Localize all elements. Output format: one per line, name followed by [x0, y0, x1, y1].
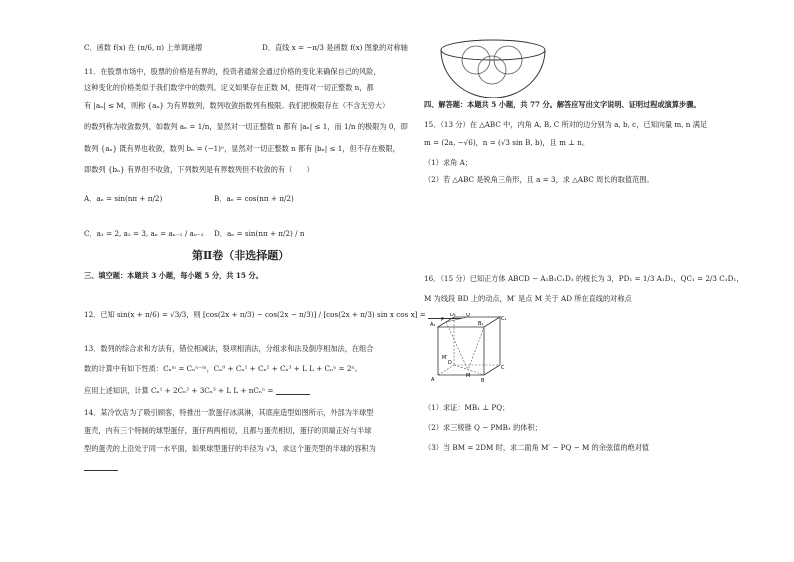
section3-heading: 三、填空题：本题共 3 小题，每小题 5 分，共 15 分。 [84, 271, 263, 280]
label-p: P [441, 317, 445, 323]
hemisphere-bowl-figure [438, 38, 548, 102]
q16-sub3: （3）当 BM = 2DM 时，求二面角 M′ − PQ − M 的余弦值的绝对值 [424, 443, 650, 452]
label-d: D [448, 360, 452, 366]
label-m-prime: M′ [442, 355, 448, 361]
q15-line-1: 15．（13 分）在 △ABC 中，内角 A, B, C 所对的边分别为 a, b, c，已知向量 m, n 满足 [424, 120, 708, 129]
q13-answer-blank[interactable] [276, 386, 310, 395]
q13-prompt: 应用上述知识，计算 Cₙ¹ + 2Cₙ² + 3Cₙ³ + L L + nCₙⁿ = [84, 386, 274, 395]
q13-line-1: 13．数列的综合求和方法有，错位相减法，裂项相消法，分组求和法及倒序相加法，在组合 [84, 344, 374, 353]
q16-sub1: （1）求证：MB₁ ⊥ PQ； [424, 403, 510, 412]
label-a1: A₁ [430, 322, 436, 328]
q10-option-d: D．直线 x = −π/3 是函数 f(x) 图象的对称轴 [262, 43, 408, 52]
label-c: C [501, 365, 505, 371]
q11-option-c: C．a₁ = 2, a₂ = 3, aₙ = aₙ₋₁ / aₙ₋₂ [84, 229, 204, 238]
q12-text [84, 310, 462, 319]
q15-line-2: m = (2a, −√6)，n = (√3 sin B, b)，且 m ⊥ n。 [424, 138, 590, 147]
q16-sub2: （2）求三棱锥 Q − PMB₁ 的体积； [424, 423, 542, 432]
label-q: Q [466, 313, 470, 318]
q12-prompt: 12．已知 sin(x + π/6) = √3/3，则 [cos(2x + π/3) − cos(2x − π/3)] / [cos(2x + π/3) sin x cos x] = [84, 310, 426, 319]
q11-line-1: 11．在股票市场中，股票的价格是有界的，投资者通常会通过价格的变化来确保自己的风险， [84, 67, 381, 76]
q11-option-a: A．aₙ = sin(nπ + π/2) [84, 194, 163, 203]
q11-option-d: D．aₙ = sin(nπ + π/2) / n [214, 229, 305, 238]
section4-heading: 四、解答题：本题共 5 小题，共 77 分。解答应写出文字说明、证明过程或演算步骤。 [424, 100, 701, 109]
q11-line-4: 的数列称为收敛数列，如数列 aₙ = 1/n，显然对一切正整数 n 都有 |aₙ| ≤ 1，而 1/n 的极限为 0，即 [84, 122, 408, 131]
q14-line-3: 型的蛋壳的上沿处于同一水平面，如果球型蛋仔的半径为 √3，求这个蛋壳型的半球的容积为 [84, 444, 376, 453]
label-m: M [466, 373, 471, 379]
part2-title: 第Ⅱ卷（非选择题） [192, 249, 290, 262]
q14-line-1: 14．某冷饮店为了吸引顾客，特推出一款蛋仔冰淇淋，其底座造型如图所示，外部为半球型 [84, 408, 374, 417]
label-d1: D₁ [450, 313, 456, 318]
q14-line-2: 蛋壳，内有三个特制的球型蛋仔，蛋仔两两相切，且都与蛋壳相切，蛋仔的顶端正好与半球 [84, 426, 372, 435]
label-c1: C₁ [501, 316, 507, 322]
q14-answer-blank[interactable] [84, 462, 118, 471]
q11-line-6: 即数列 {bₙ} 有界但不收敛，下列数列是有界数列但不收敛的有（ ） [84, 165, 314, 174]
q11-option-b: B．aₙ = cos(nπ + π/2) [214, 194, 294, 203]
q11-line-3: 有 |aₙ| ≤ M，则称 {aₙ} 为有界数列，数列收敛指数列有极限。我们把极限存在（不含无穷大） [84, 101, 390, 110]
q11-line-5: 数列 {aₙ} 既有界也收敛，数列 bₙ = (−1)ⁿ，显然对一切正整数 n 都有 |bₙ| ≤ 1，但不存在极限， [84, 144, 400, 153]
label-b: B [481, 378, 485, 384]
q16-line-1: 16．（15 分）已知正方体 ABCD − A₁B₁C₁D₁ 的棱长为 3，PD₁ = 1/3 A₁D₁，QC₁ = 2/3 C₁D₁， [424, 274, 744, 283]
q13-line-2: 数的计算中有如下性质：Cₙᵐ = Cₙⁿ⁻ᵐ，Cₙ⁰ + Cₙ¹ + Cₙ² + Cₙ³ + L L + Cₙⁿ = 2ⁿ。 [84, 364, 362, 373]
q16-line-2: M 为线段 BD 上的动点，M′ 是点 M 关于 AD 所在直线的对称点 [424, 294, 632, 303]
q15-sub1: （1）求角 A； [424, 158, 472, 167]
label-a: A [431, 377, 435, 383]
q15-sub2: （2）若 △ABC 是锐角三角形，且 a = 3，求 △ABC 周长的取值范围。 [424, 175, 654, 184]
q10-option-c: C．函数 f(x) 在 (π/6, π) 上单调递增 [84, 43, 203, 52]
cube-figure [428, 313, 508, 389]
q11-line-2: 这种变化的价格类似于我们数学中的数列。定义如果存在正数 M，使得对一切正整数 n，都 [84, 83, 374, 92]
q14-answer-line [84, 462, 118, 471]
label-b1: B₁ [478, 321, 484, 327]
q13-line-3 [84, 386, 310, 395]
